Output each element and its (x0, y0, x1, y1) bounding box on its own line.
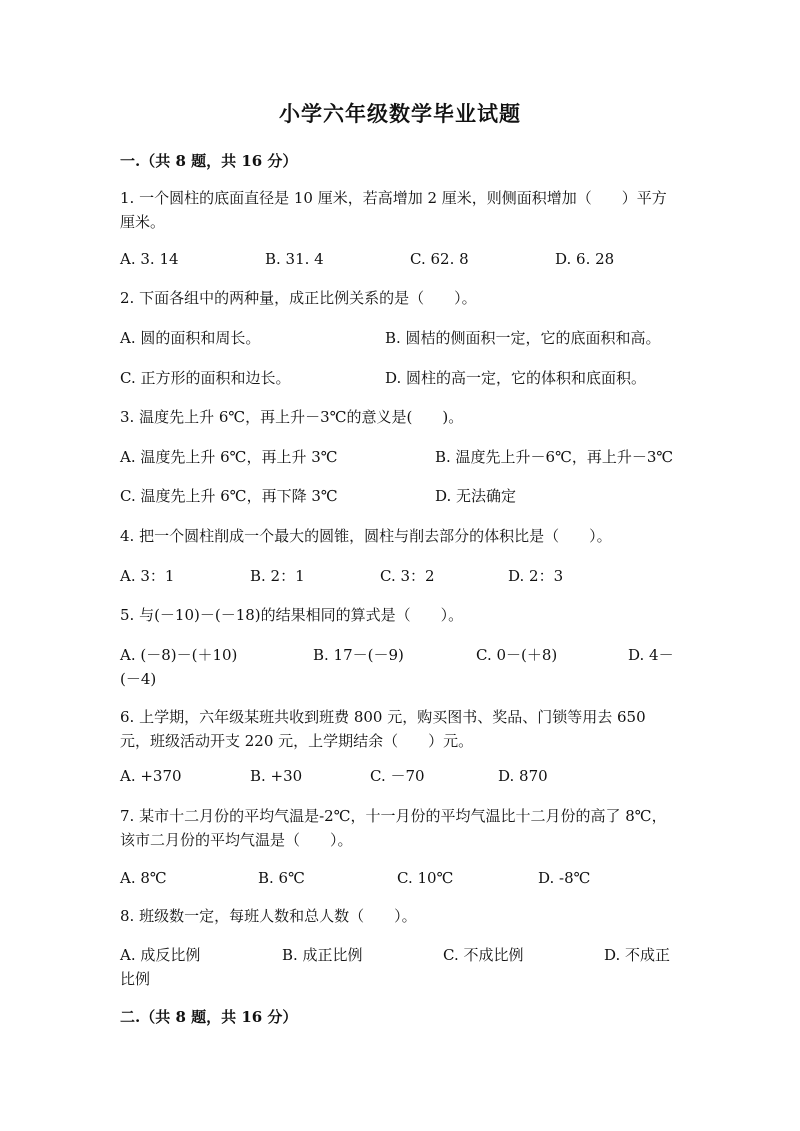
q8-option-b: B. 成正比例 (282, 946, 363, 964)
question-3: 3. 温度先上升 6℃，再上升－3℃的意义是( )。 (120, 408, 464, 426)
q6-option-c: C. －70 (370, 767, 425, 785)
q4-option-c: C. 3：2 (380, 567, 435, 585)
q2-option-d: D. 圆柱的高一定，它的体积和底面积。 (385, 369, 647, 387)
q3-option-b: B. 温度先上升－6℃，再上升－3℃ (435, 448, 674, 466)
q3-option-d: D. 无法确定 (435, 487, 517, 505)
q7-option-b: B. 6℃ (258, 869, 305, 887)
section-2-heading: 二.（共 8 题，共 16 分） (120, 1008, 298, 1026)
q6-option-a: A. +370 (120, 767, 182, 785)
q3-option-c: C. 温度先上升 6℃，再下降 3℃ (120, 487, 338, 505)
q5-option-d: D. 4－(－4) (120, 646, 674, 688)
q7-option-a: A. 8℃ (120, 869, 167, 887)
q2-option-c: C. 正方形的面积和边长。 (120, 369, 291, 387)
question-7: 7. 某市十二月份的平均气温是-2℃，十一月份的平均气温比十二月份的高了 8℃，该市二月份的平均气温是（ ）。 (120, 807, 667, 849)
q8-option-c: C. 不成比例 (443, 946, 524, 964)
question-4: 4. 把一个圆柱削成一个最大的圆锥，圆柱与削去部分的体积比是（ ）。 (120, 527, 612, 545)
q1-option-b: B. 31. 4 (265, 250, 324, 268)
q6-option-b: B. +30 (250, 767, 303, 785)
q6-option-d: D. 870 (498, 767, 548, 785)
question-1: 1. 一个圆柱的底面直径是 10 厘米，若高增加 2 厘米，则侧面积增加（ ）平方厘米。 (120, 189, 667, 231)
question-5: 5. 与(－10)－(－18)的结果相同的算式是（ ）。 (120, 606, 464, 624)
q1-option-c: C. 62. 8 (410, 250, 469, 268)
q4-option-a: A. 3：1 (120, 567, 175, 585)
page-title: 小学六年级数学毕业试题 (279, 101, 521, 126)
q5-option-b: B. 17－(－9) (313, 646, 404, 664)
q5-option-c: C. 0－(＋8) (476, 646, 558, 664)
q2-option-a: A. 圆的面积和周长。 (120, 329, 261, 347)
question-6: 6. 上学期，六年级某班共收到班费 800 元，购买图书、奖品、门锁等用去 650 元，班级活动开支 220 元，上学期结余（ ）元。 (120, 708, 646, 750)
q2-option-b: B. 圆桔的侧面积一定，它的底面积和高。 (385, 329, 661, 347)
q1-option-a: A. 3. 14 (120, 250, 179, 268)
q4-option-d: D. 2：3 (508, 567, 564, 585)
q7-option-d: D. -8℃ (538, 869, 591, 887)
q7-option-c: C. 10℃ (397, 869, 454, 887)
q8-option-d: D. 不成正比例 (120, 946, 671, 988)
q5-option-a: A. (－8)－(＋10) (120, 646, 238, 664)
q4-option-b: B. 2：1 (250, 567, 305, 585)
question-2: 2. 下面各组中的两种量，成正比例关系的是（ ）。 (120, 289, 477, 307)
section-1-heading: 一.（共 8 题，共 16 分） (120, 152, 298, 170)
q3-option-a: A. 温度先上升 6℃，再上升 3℃ (120, 448, 338, 466)
q1-option-d: D. 6. 28 (555, 250, 615, 268)
q8-option-a: A. 成反比例 (120, 946, 201, 964)
question-8: 8. 班级数一定，每班人数和总人数（ ）。 (120, 907, 417, 925)
